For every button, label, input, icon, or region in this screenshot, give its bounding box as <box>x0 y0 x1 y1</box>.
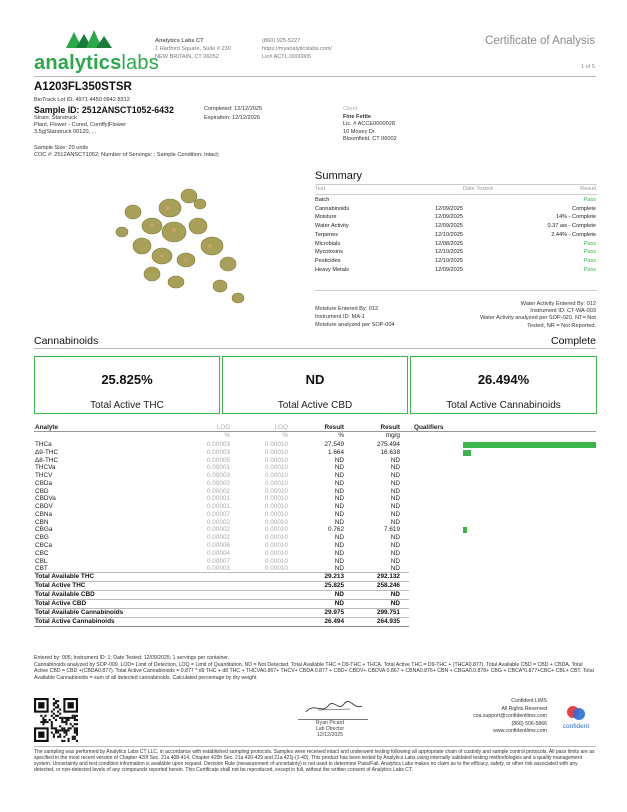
disclaimer: The sampling was performed by Analytics Labs CT LLC, in accordance with established sampling protocols. Samples were received intact and underwent testing following all appropriate chain of custody and sample control protocols. All pass limits are as specified in the most recent version of Chapter 420f Sec. 21a 408-414, Chapter 420h Sec. 21a 420-429 and 21a 421j-(1-40). This product has been tested by Analytics Labs using internally validated testing methodologies and a quality management system. Uncertainty and test condition information is available upon request. Decision Rule (measurement of uncertainty) is not used to determine Pass/Fail. Analytics Labs makes no claim as to the efficacy, safety, or other risk associated with any detected, or non-detected levels of any compounds reported herein. This Certificate shall not be reproduced, except in full, without the written consent of Analytics Labs CT. <box>34 749 595 773</box>
summary-head-divider <box>315 194 597 195</box>
analyte-lod: 0.00003 <box>206 472 230 480</box>
client-block: Client Fine Fettle Lic. # ACCE0000028 10 Mosey Dr. Bloomfield, CT 06002 <box>343 106 397 142</box>
totals-bottom-divider <box>34 626 409 627</box>
header-divider <box>34 76 596 77</box>
signer-role: Lab Director <box>315 725 345 732</box>
analyte-result-pct: ND <box>334 503 344 511</box>
analyte-result-mg: ND <box>390 479 400 487</box>
summary-result: 2.44% - Complete <box>551 231 596 238</box>
summary-date: 12/09/2025 <box>435 266 463 273</box>
col-loq: LOQ <box>274 424 288 431</box>
col-result-mg: Result <box>380 424 400 431</box>
analyte-lod: 0.00002 <box>206 534 230 542</box>
summary-result: 14% - Complete <box>555 214 596 221</box>
total-result-pct: 26.494 <box>324 617 344 625</box>
expiration-date: Expiration: 12/12/2026 <box>204 115 260 121</box>
lab-address: Analytics Labs CT 1 Hartford Square, Suite # 230 NEW BRITAIN, CT 06052 <box>155 38 231 60</box>
analyte-loq: 0.00010 <box>264 542 288 549</box>
summary-divider <box>315 184 597 185</box>
analyte-loq: 0.00010 <box>264 495 288 503</box>
summary-test: Terpenes <box>315 231 339 238</box>
total-name: Total Available Cannabinoids <box>35 608 124 616</box>
analyte-result-pct: 0.762 <box>328 526 344 534</box>
analyte-result-pct: ND <box>334 479 344 487</box>
analyte-result-pct: ND <box>334 549 344 557</box>
total-result-pct: 25.825 <box>324 581 344 589</box>
total-result-pct: 29.213 <box>324 573 344 580</box>
analyte-lod: 0.00002 <box>206 526 230 534</box>
total-result-pct: ND <box>334 599 344 607</box>
analyte-result-pct: ND <box>334 534 344 542</box>
summary-date: 12/09/2025 <box>435 223 463 230</box>
analyte-result-pct: 27.549 <box>324 441 344 448</box>
analyte-lod: 0.00003 <box>206 565 230 573</box>
summary-title: Summary <box>315 170 363 182</box>
signature-block <box>290 700 370 738</box>
analyte-result-mg: ND <box>390 549 400 557</box>
analyte-lod: 0.00001 <box>206 464 230 472</box>
summary-row <box>315 232 597 240</box>
total-result-mg: ND <box>390 599 400 607</box>
analyte-result-mg: ND <box>390 495 400 503</box>
analyte-result-pct: 1.664 <box>328 448 344 456</box>
total-name: Total Active CBD <box>35 599 87 607</box>
signed-date: 12/12/2025 <box>317 732 343 738</box>
summary-result: 0.37 aw - Complete <box>547 223 596 230</box>
summary-result: Pass <box>583 240 596 247</box>
analyte-name: CBG <box>35 534 49 542</box>
total-name: Total Available CBD <box>35 590 95 598</box>
analyte-lod: 0.00007 <box>206 510 230 518</box>
total-name: Total Active Cannabinoids <box>35 617 115 625</box>
summary-col-result: Result <box>580 186 596 192</box>
analyte-result-mg: 7.619 <box>384 526 400 534</box>
analyte-loq: 0.00010 <box>264 503 288 511</box>
summary-date: 12/09/2025 <box>435 214 463 221</box>
confident-info: Confident LIMS All Rights Reserved coa.support@confidentlims.com (866) 506-5866 www.confidentlims.com <box>473 698 547 734</box>
analyte-loq: 0.00010 <box>264 518 288 526</box>
total-cannabinoids-label: Total Active Cannabinoids <box>446 400 561 411</box>
summary-date: 12/10/2025 <box>435 231 463 238</box>
analyte-result-pct: ND <box>334 518 344 526</box>
analyte-name: CBL <box>35 557 48 565</box>
signer-name: Ryan Picard <box>315 719 345 726</box>
footer-divider <box>34 746 596 747</box>
col-analyte: Analyte <box>35 424 59 431</box>
coc-info: COC #: 2512ANSCT1052; Number of Servings: ; Sample Condition: Intact; <box>34 152 220 158</box>
summary-test: Batch <box>315 197 330 203</box>
total-thc-value: 25.825% <box>101 372 153 387</box>
analyte-lod: 0.00001 <box>206 495 230 503</box>
total-name: Total Active THC <box>35 581 86 589</box>
qualifier-bar <box>463 527 467 533</box>
summary-col-date: Date Tested <box>463 186 493 192</box>
confident-logo: confident <box>556 705 596 735</box>
col-qualifiers: Qualifiers <box>414 424 444 431</box>
analyte-loq: 0.00010 <box>264 456 288 464</box>
document-title: Certificate of Analysis <box>485 35 595 47</box>
analyte-result-mg: ND <box>390 456 400 464</box>
col-lod: LOD <box>216 424 230 431</box>
summary-test: Mycotoxins <box>315 249 343 256</box>
total-cbd-label: Total Active CBD <box>277 400 353 411</box>
analyte-name: CBDVa <box>35 495 56 503</box>
unit-loq: % <box>282 432 288 439</box>
summary-test: Pesticides <box>315 257 341 264</box>
sample-code: A1203FL350STSR <box>34 81 132 93</box>
analyte-result-mg: ND <box>390 487 400 495</box>
lab-contact: (860) 925-5227 https://myanalyticslabs.com/ Lic# ACTL.0000005 <box>262 38 332 60</box>
analyte-lod: 0.00007 <box>206 557 230 565</box>
total-thc-box <box>34 356 220 414</box>
logo-wordmark: analyticslabs <box>34 52 159 74</box>
analyte-name: CBT <box>35 565 48 573</box>
analyte-name: CBDV <box>35 503 53 511</box>
summary-date: 12/08/2025 <box>435 240 463 247</box>
analyte-lod: 0.00001 <box>206 503 230 511</box>
analyte-loq: 0.00010 <box>264 448 288 456</box>
analyte-result-pct: ND <box>334 464 344 472</box>
summary-row <box>315 258 597 266</box>
analyte-loq: 0.00010 <box>264 565 288 573</box>
moisture-info: Moisture Entered By: 012 Instrument ID: MA-1 Moisture analyzed per SOP-004 <box>315 306 395 328</box>
analyte-name: Δ9-THC <box>35 448 59 456</box>
total-cannabinoids-value: 26.494% <box>477 372 530 387</box>
summary-result: Pass <box>583 266 596 273</box>
analyte-result-mg: ND <box>390 534 400 542</box>
logo-mark-icon <box>64 28 116 50</box>
analyte-loq: 0.00010 <box>264 472 288 480</box>
analyte-loq: 0.00010 <box>264 526 288 534</box>
analyte-result-pct: ND <box>334 510 344 518</box>
analyte-lod: 0.00005 <box>206 456 230 464</box>
analyte-result-mg: ND <box>390 464 400 472</box>
sample-id: Sample ID: 2512ANSCT1052-6432 <box>34 105 174 115</box>
analyte-lod: 0.00004 <box>206 549 230 557</box>
summary-test: Moisture <box>315 214 337 221</box>
analyte-lod: 0.00003 <box>206 448 230 456</box>
analyte-result-pct: ND <box>334 456 344 464</box>
sample-photo <box>34 168 306 333</box>
confident-email-link[interactable]: coa.support@confidentlims.com <box>473 713 547 719</box>
analyte-lod: 0.00006 <box>206 542 230 549</box>
total-result-pct: ND <box>334 590 344 598</box>
analyte-name: CBCa <box>35 542 53 549</box>
analyte-result-mg: ND <box>390 565 400 573</box>
analyte-result-pct: ND <box>334 495 344 503</box>
summary-result: Pass <box>583 197 596 203</box>
analyte-result-pct: ND <box>334 557 344 565</box>
cannabinoids-status: Complete <box>551 335 596 347</box>
summary-test: Water Activity <box>315 223 349 230</box>
cannabinoids-divider <box>34 348 596 349</box>
total-cbd-value: ND <box>305 372 325 387</box>
total-row-divider <box>34 581 409 582</box>
analyte-result-mg: ND <box>390 472 400 480</box>
analyte-result-mg: ND <box>390 510 400 518</box>
qr-code[interactable] <box>34 698 78 744</box>
unit-result-mg: mg/g <box>385 432 400 439</box>
col-result-pct: Result <box>324 424 344 431</box>
analyte-result-mg: ND <box>390 542 400 549</box>
analyte-name: CBN <box>35 518 49 526</box>
analyte-result-pct: ND <box>334 565 344 573</box>
summary-result: Pass <box>583 249 596 256</box>
summary-row <box>315 206 597 214</box>
analyte-lod: 0.00003 <box>206 441 230 448</box>
analyte-loq: 0.00010 <box>264 534 288 542</box>
summary-test: Cannabinoids <box>315 205 350 212</box>
summary-test: Heavy Metals <box>315 266 349 273</box>
analyte-loq: 0.00010 <box>264 510 288 518</box>
total-cannabinoids-box <box>410 356 597 414</box>
confident-logo-icon <box>566 705 586 721</box>
analyte-name: CBNa <box>35 510 53 518</box>
summary-date: 12/10/2025 <box>435 249 463 256</box>
total-thc-label: Total Active THC <box>90 400 164 411</box>
analyte-name: THCV <box>35 472 53 480</box>
summary-row <box>315 214 597 222</box>
analyte-result-pct: ND <box>334 542 344 549</box>
analyte-loq: 0.00010 <box>264 441 288 448</box>
analyte-result-pct: ND <box>334 487 344 495</box>
analyte-lod: 0.00002 <box>206 518 230 526</box>
summary-row <box>315 197 597 205</box>
analyte-name: THCa <box>35 441 52 448</box>
summary-col-test: Test <box>315 186 326 192</box>
total-result-mg: 264.935 <box>376 617 400 625</box>
analyte-name: CBGa <box>35 526 53 534</box>
sample-details: Strain: Starstruck Plant, Flower - Cured, Comffy|Flower 3.5g|Starstruck 00120, , . <box>34 115 126 136</box>
total-result-mg: 292.132 <box>376 573 400 580</box>
summary-row <box>315 267 597 275</box>
summary-row <box>315 223 597 231</box>
analyte-result-pct: ND <box>334 472 344 480</box>
qualifier-bar <box>463 442 596 448</box>
summary-test: Microbials <box>315 240 341 247</box>
unit-lod: % <box>224 432 230 439</box>
summary-result: Complete <box>572 205 596 212</box>
analyte-lod: 0.00002 <box>206 479 230 487</box>
analyte-name: THCVa <box>35 464 56 472</box>
analyte-name: CBC <box>35 549 49 557</box>
unit-result-pct: % <box>338 432 344 439</box>
analyte-result-mg: ND <box>390 503 400 511</box>
total-result-mg: ND <box>390 590 400 598</box>
sample-size: Sample Size: 20 units <box>34 145 89 151</box>
total-result-mg: 258.246 <box>376 581 400 589</box>
lab-website-link[interactable]: https://myanalyticslabs.com/ <box>262 46 332 52</box>
signature-image <box>304 700 364 716</box>
total-name: Total Available THC <box>35 573 95 580</box>
summary-row <box>315 249 597 257</box>
analyte-loq: 0.00010 <box>264 479 288 487</box>
analyte-loq: 0.00010 <box>264 487 288 495</box>
confident-site-link[interactable]: www.confidentlims.com <box>493 728 547 734</box>
analytics-labs-logo <box>34 28 159 76</box>
test-notes: Entered by: 005; Instrument ID: 1; Date Tested: 12/09/2025; 1 servings per container. Cannabinoids analyzed by SOP-009. LOD= Limit of Detection, LOQ = Limit of Quantitation, ND = Not Detected. Total Available THC = D9-THC + THCA. Total Active THC = D9-THC + (THCA0.877). Total Available CBD = CBD + CBDA. Total Active CBD = CBD +(CBDA0.877). Total Active Cannabinoids = 0.877 * d9 THC + d8 THC + THCVA0.867+ THCV+ CBDA 0.877 + CBD+ CBDV+ CBDVA 0.867 + CBNA0.876+ CBN + CBGA0.0.878+ CBG + CBCA*0.877+CBC+ CBL+ CBT. Total Available Cannabinoids = sum of all detected cannabinoids. Calculated percentage by dry weight <box>34 655 594 681</box>
analyte-result-mg: 16.638 <box>380 448 400 456</box>
summary-result: Pass <box>583 257 596 264</box>
analyte-result-mg: 275.494 <box>376 441 400 448</box>
summary-bottom-divider <box>315 290 597 291</box>
cannabinoids-title: Cannabinoids <box>34 335 99 347</box>
analyte-result-mg: ND <box>390 518 400 526</box>
summary-row <box>315 241 597 249</box>
total-result-pct: 29.975 <box>324 608 344 616</box>
analyte-name: CBD <box>35 487 49 495</box>
analyte-loq: 0.00010 <box>264 464 288 472</box>
completed-date: Completed: 12/12/2025 <box>204 106 263 112</box>
analyte-loq: 0.00010 <box>264 557 288 565</box>
total-result-mg: 299.751 <box>376 608 400 616</box>
qualifier-bar <box>463 450 471 456</box>
total-row-divider <box>34 599 409 600</box>
summary-date: 12/10/2025 <box>435 257 463 264</box>
summary-date: 12/09/2025 <box>435 205 463 212</box>
analyte-name: Δ8-THC <box>35 456 59 464</box>
water-activity-info: Water Activity Entered By: 012 Instrument ID: CT-WA-003 Water Activity analyzed per SOP-020. NT= Not Tested, NR = Not Reported. <box>480 301 596 329</box>
analyte-loq: 0.00010 <box>264 549 288 557</box>
page-number: 1 of 5 <box>581 64 595 70</box>
total-cbd-box <box>222 356 408 414</box>
biotrack-id: BioTrack Lot ID: 4971 4450 0942 8312 <box>34 97 130 103</box>
analyte-name: CBDa <box>35 479 53 487</box>
analyte-lod: 0.00002 <box>206 487 230 495</box>
analyte-result-mg: ND <box>390 557 400 565</box>
